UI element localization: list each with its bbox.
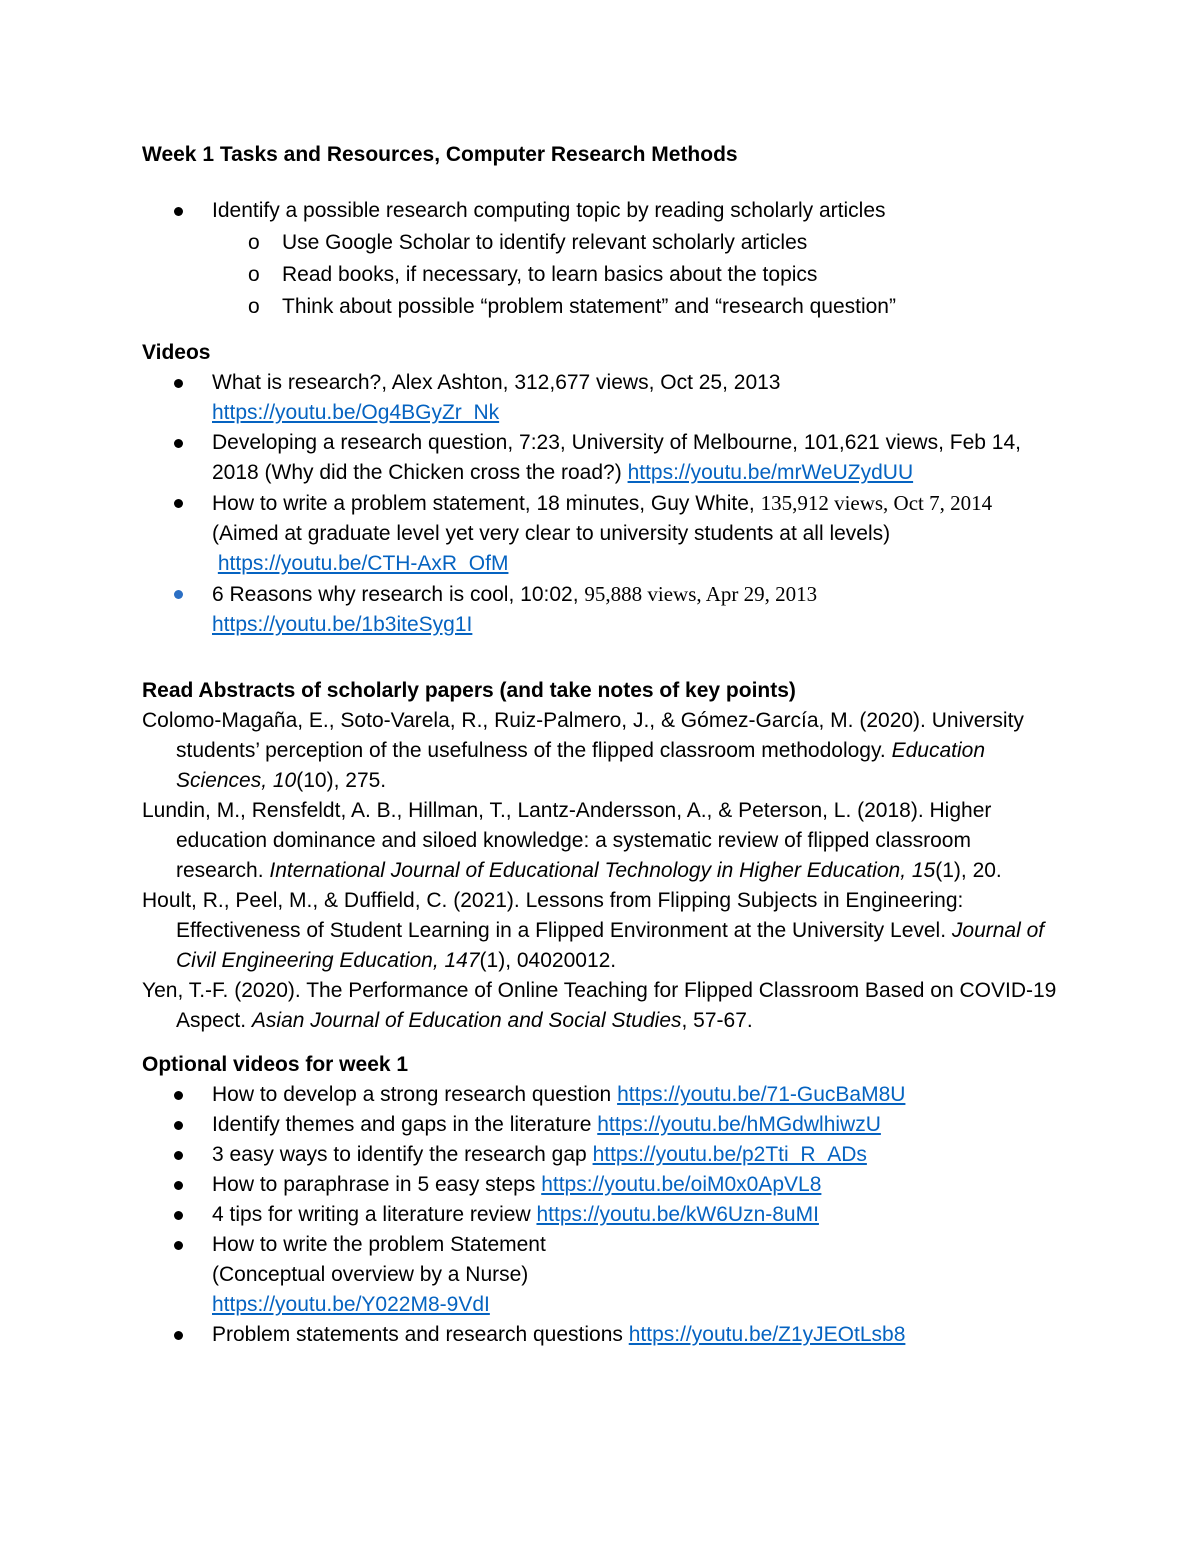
optional-videos-heading: Optional videos for week 1 bbox=[142, 1053, 409, 1076]
subtask-item: o Think about possible “problem statement” and “research question” bbox=[212, 292, 1057, 322]
optional-video-title: 3 easy ways to identify the research gap bbox=[212, 1143, 587, 1166]
reference-citation: Hoult, R., Peel, M., & Duffield, C. (2021). Lessons from Flipping Subjects in Engineering: Effectiveness of Student Learning in a Flipped Environment at the University Level. bbox=[142, 889, 964, 942]
optional-video-link[interactable]: https://youtu.be/Z1yJEOtLsb8 bbox=[628, 1323, 906, 1346]
subtask-item: o Use Google Scholar to identify relevant scholarly articles bbox=[212, 228, 1057, 258]
abstracts-heading: Read Abstracts of scholarly papers (and take notes of key points) bbox=[142, 679, 796, 702]
reference-item bbox=[142, 886, 1057, 976]
videos-heading: Videos bbox=[142, 341, 211, 364]
optional-video-item bbox=[142, 1140, 1057, 1170]
video-description: How to write a problem statement, 18 minutes, Guy White, bbox=[212, 492, 755, 515]
video-item bbox=[142, 428, 1057, 488]
optional-video-title: How to develop a strong research question bbox=[212, 1083, 612, 1106]
reference-citation: Lundin, M., Rensfeldt, A. B., Hillman, T., Lantz-Andersson, A., & Peterson, L. (2018). Higher education dominance and siloed knowledge: a systematic review of flipped classroom research. bbox=[142, 799, 992, 882]
video-item bbox=[142, 488, 1057, 579]
video-link[interactable]: https://youtu.be/mrWeUZydUU bbox=[627, 461, 914, 484]
optional-video-link[interactable]: https://youtu.be/Y022M8-9VdI bbox=[212, 1293, 490, 1316]
optional-video-item bbox=[142, 1320, 1057, 1350]
reference-journal: Education Sciences, 10 bbox=[176, 739, 986, 792]
video-description: Developing a research question, 7:23, University of Melbourne, 101,621 views, Feb 14, 2018 (Why did the Chicken cross the road?) bbox=[212, 431, 1021, 484]
optional-video-title: Problem statements and research questions bbox=[212, 1323, 623, 1346]
optional-video-link[interactable]: https://youtu.be/71-GucBaM8U bbox=[617, 1083, 906, 1106]
optional-video-link[interactable]: https://youtu.be/hMGdwlhiwzU bbox=[597, 1113, 881, 1136]
optional-video-title: 4 tips for writing a literature review bbox=[212, 1203, 531, 1226]
video-item bbox=[142, 579, 1057, 640]
reference-issue: , 57-67. bbox=[681, 1009, 753, 1032]
video-stats: 135,912 views, Oct 7, 2014 bbox=[760, 491, 993, 515]
page-title: Week 1 Tasks and Resources, Computer Research Methods bbox=[142, 143, 738, 166]
optional-video-title: How to write the problem Statement bbox=[212, 1233, 546, 1256]
reference-issue: (1), 04020012. bbox=[479, 949, 617, 972]
reference-citation: Yen, T.-F. (2020). The Performance of Online Teaching for Flipped Classroom Based on COVID-19 Aspect. bbox=[142, 979, 1057, 1032]
video-link[interactable]: https://youtu.be/CTH-AxR_OfM bbox=[217, 552, 509, 575]
reference-journal: International Journal of Educational Technology in Higher Education, 15 bbox=[269, 859, 936, 882]
optional-video-item bbox=[142, 1200, 1057, 1230]
video-stats: 95,888 views, Apr 29, 2013 bbox=[584, 582, 818, 606]
task-item bbox=[142, 196, 1057, 322]
optional-videos-list bbox=[142, 1080, 1057, 1350]
videos-list bbox=[142, 368, 1057, 640]
reference-citation: Colomo-Magaña, E., Soto-Varela, R., Ruiz-Palmero, J., & Gómez-García, M. (2020). University students’ perception of the usefulness of the flipped classroom methodology. bbox=[142, 709, 1024, 762]
document-body bbox=[142, 140, 1057, 1350]
video-note: (Aimed at graduate level yet very clear to university students at all levels) bbox=[212, 522, 891, 545]
task-list bbox=[142, 196, 1057, 322]
subtask-item: o Read books, if necessary, to learn basics about the topics bbox=[212, 260, 1057, 290]
video-link[interactable]: https://youtu.be/Og4BGyZr_Nk bbox=[212, 401, 500, 424]
video-description: 6 Reasons why research is cool, 10:02, bbox=[212, 583, 579, 606]
task-text: Identify a possible research computing topic by reading scholarly articles bbox=[212, 199, 886, 222]
optional-video-link[interactable]: https://youtu.be/kW6Uzn-8uMI bbox=[536, 1203, 819, 1226]
reference-list bbox=[142, 706, 1057, 1036]
video-link[interactable]: https://youtu.be/1b3iteSyg1I bbox=[212, 613, 473, 636]
video-description: What is research?, Alex Ashton, 312,677 views, Oct 25, 2013 bbox=[212, 371, 781, 394]
video-item bbox=[142, 368, 1057, 428]
reference-item bbox=[142, 976, 1057, 1036]
optional-video-note: (Conceptual overview by a Nurse) bbox=[212, 1263, 529, 1286]
reference-journal: Journal of Civil Engineering Education, 147 bbox=[176, 919, 1045, 972]
optional-video-item bbox=[142, 1230, 1057, 1320]
optional-video-item bbox=[142, 1080, 1057, 1110]
optional-video-title: How to paraphrase in 5 easy steps bbox=[212, 1173, 536, 1196]
optional-video-link[interactable]: https://youtu.be/p2Tti_R_ADs bbox=[592, 1143, 867, 1166]
reference-issue: (10), 275. bbox=[296, 769, 387, 792]
optional-video-link[interactable]: https://youtu.be/oiM0x0ApVL8 bbox=[541, 1173, 822, 1196]
optional-video-item bbox=[142, 1170, 1057, 1200]
reference-item bbox=[142, 796, 1057, 886]
optional-video-title: Identify themes and gaps in the literature bbox=[212, 1113, 592, 1136]
task-sublist bbox=[212, 228, 1057, 322]
optional-video-item bbox=[142, 1110, 1057, 1140]
reference-journal: Asian Journal of Education and Social Studies bbox=[251, 1009, 682, 1032]
reference-issue: (1), 20. bbox=[935, 859, 1002, 882]
reference-item bbox=[142, 706, 1057, 796]
